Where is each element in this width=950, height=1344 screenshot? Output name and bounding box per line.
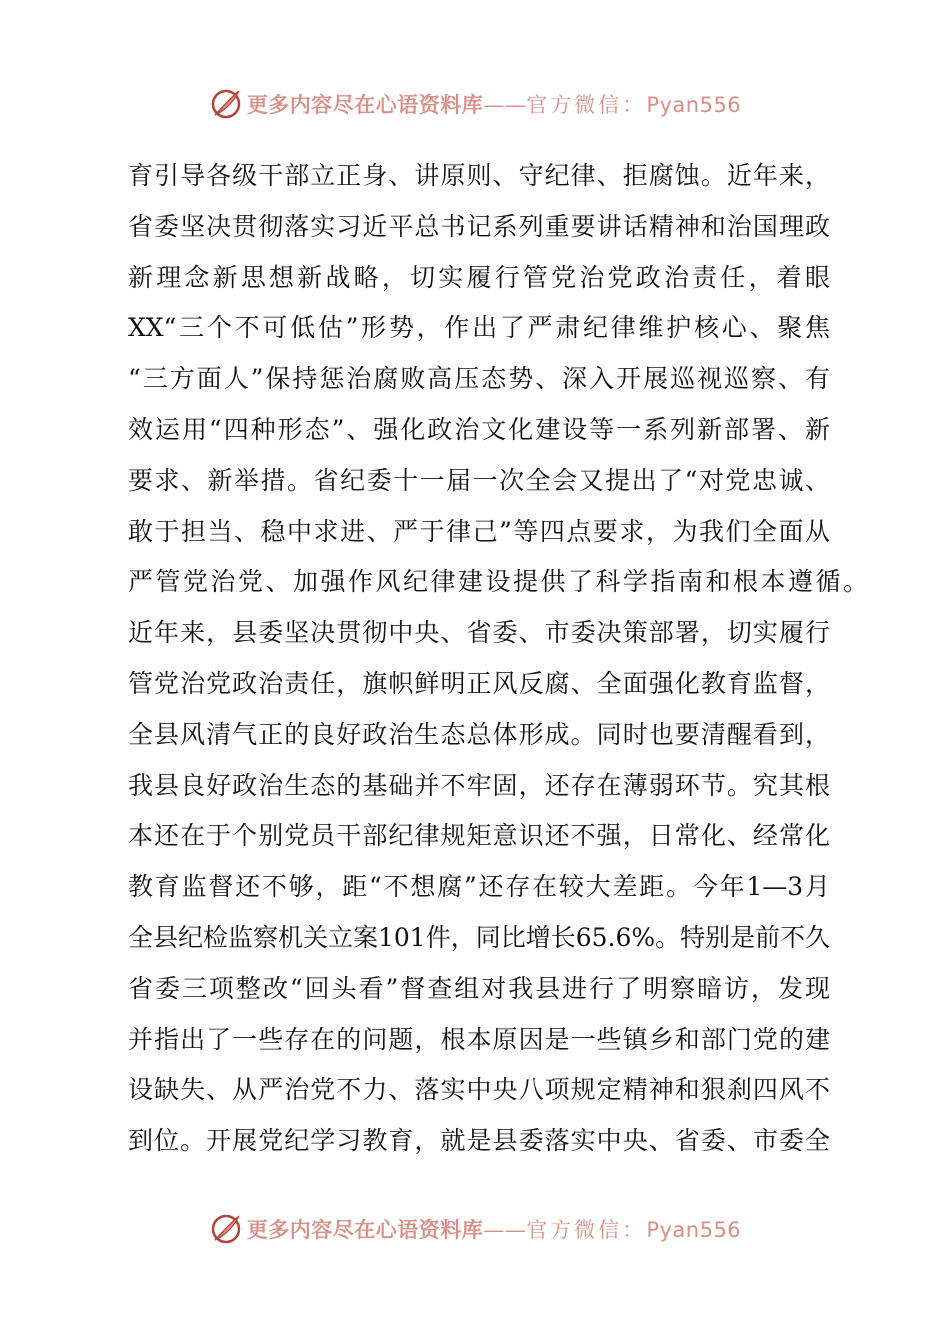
footer-watermark — [0, 1209, 950, 1249]
body-line: 育引导各级干部立正身、讲原则、守纪律、拒腐蚀。近年来， — [128, 161, 830, 190]
body-line: 全县纪检监察机关立案101件，同比增长65.6%。特别是前不久 — [128, 922, 831, 952]
quill-logo-icon — [209, 1212, 243, 1246]
watermark-id: Pyan556 — [646, 93, 742, 117]
body-line: 我县良好政治生态的基础并不牢固，还存在薄弱环节。究其根 — [128, 770, 830, 800]
body-line: XX“三个不可低估”形势，作出了严肃纪律维护核心、聚焦 — [128, 313, 830, 343]
watermark-main-text: 更多内容尽在心语资料库 — [246, 1217, 484, 1242]
body-line: 要求、新举措。省纪委十一届一次全会又提出了“对党忠诚、 — [128, 465, 830, 495]
body-line: 省委坚决贯彻落实习近平总书记系列重要讲话精神和治国理政 — [128, 211, 830, 241]
watermark-label: 官方微信： — [526, 1218, 647, 1242]
body-line: 近年来，县委坚决贯彻中央、省委、市委决策部署，切实履行 — [128, 618, 830, 648]
body-line: 全县风清气正的良好政治生态总体形成。同时也要清醒看到， — [128, 719, 830, 749]
watermark-main-text: 更多内容尽在心语资料库 — [246, 92, 484, 117]
body-line: 本还在于个别党员干部纪律规矩意识还不强，日常化、经常化 — [128, 821, 830, 851]
document-body — [128, 151, 871, 1167]
body-line: 敢于担当、稳中求进、严于律己”等四点要求，为我们全面从 — [128, 516, 830, 546]
body-line: 到位。开展党纪学习教育，就是县委落实中央、省委、市委全 — [128, 1126, 830, 1156]
watermark-separator: —— — [483, 1218, 527, 1242]
watermark-id: Pyan556 — [646, 1218, 742, 1242]
watermark-separator: —— — [483, 93, 527, 117]
body-line: 省委三项整改“回头看”督查组对我县进行了明察暗访，发现 — [128, 973, 830, 1003]
header-watermark — [0, 84, 950, 124]
body-line: “三方面人”保持惩治腐败高压态势、深入开展巡视巡察、有 — [128, 364, 830, 394]
body-line: 教育监督还不够，距“不想腐”还存在较大差距。今年1—3月 — [128, 872, 830, 902]
body-line: 严管党治党、加强作风纪律建设提供了科学指南和根本遵循。 — [128, 567, 871, 597]
body-line: 设缺失、从严治党不力、落实中央八项规定精神和狠刹四风不 — [128, 1075, 830, 1105]
body-line: 并指出了一些存在的问题，根本原因是一些镇乡和部门党的建 — [128, 1024, 830, 1054]
body-line: 管党治党政治责任，旗帜鲜明正风反腐、全面强化教育监督， — [128, 668, 830, 698]
body-line: 新理念新思想新战略，切实履行管党治党政治责任，着眼 — [128, 262, 830, 292]
quill-logo-icon — [209, 87, 243, 121]
watermark-label: 官方微信： — [526, 93, 647, 117]
body-line: 效运用“四种形态”、强化政治文化建设等一系列新部署、新 — [128, 414, 830, 444]
